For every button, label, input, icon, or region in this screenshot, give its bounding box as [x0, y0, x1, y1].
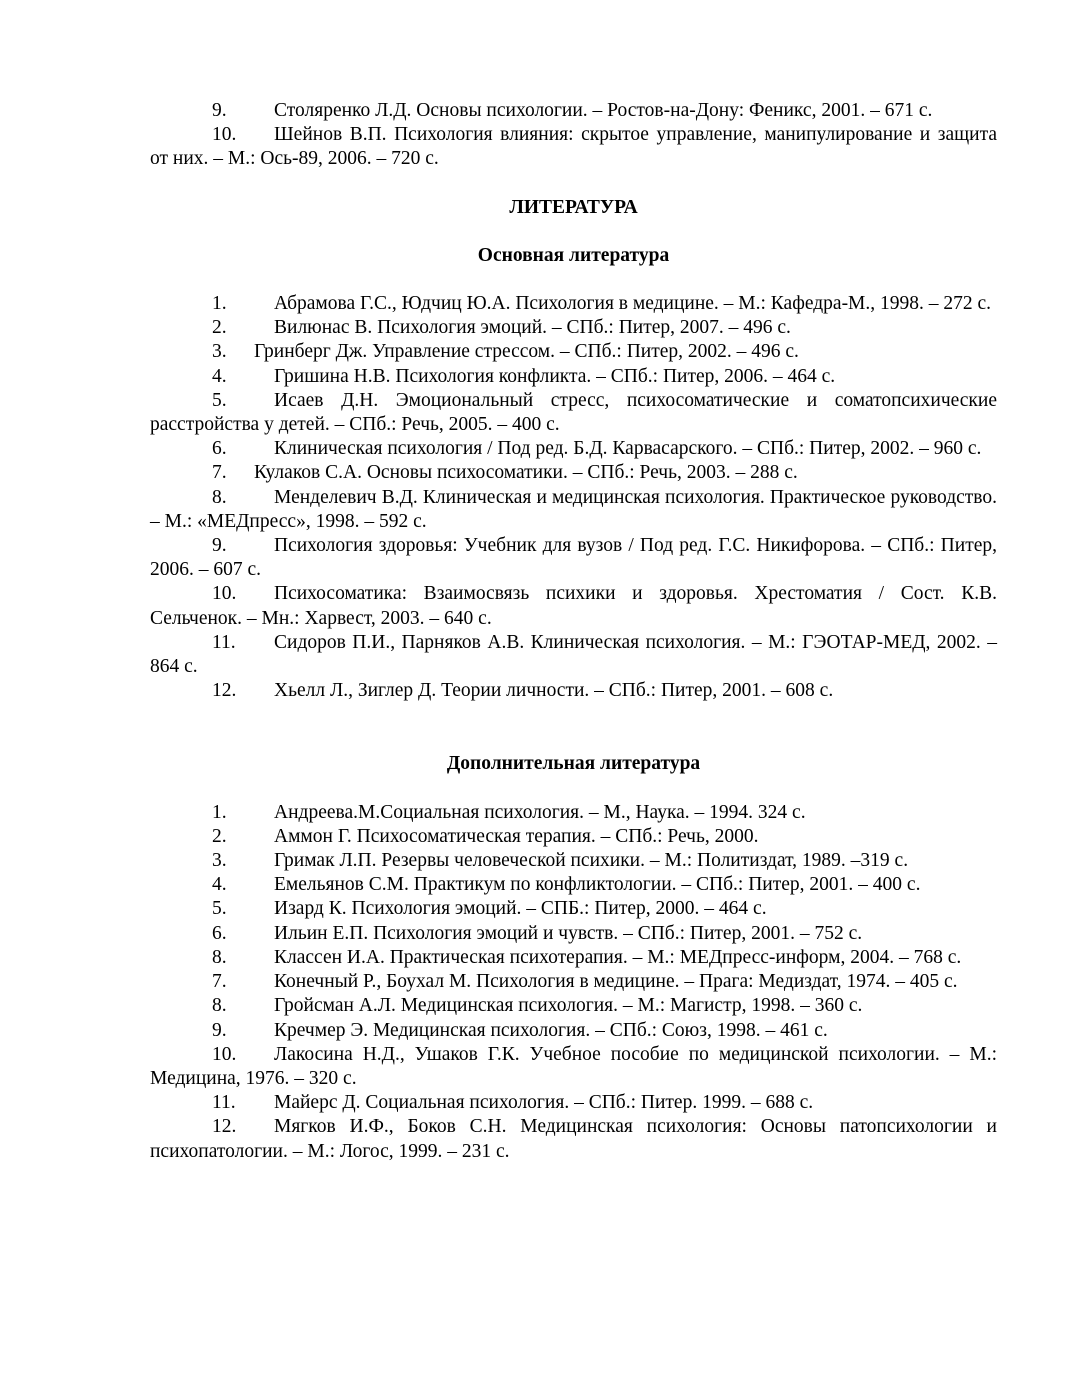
- item-number: 4.: [212, 365, 227, 387]
- item-number: 3.: [212, 850, 227, 872]
- item-text: Вилюнас В. Психология эмоций. – СПб.: Питер, 2007. – 496 с.: [274, 317, 791, 339]
- item-number: 2.: [212, 317, 227, 339]
- list-item: [150, 316, 997, 340]
- list-item: [150, 873, 997, 897]
- list-item: [150, 292, 997, 316]
- item-text: Психосоматика: Взаимосвязь психики и здоровья. Хрестоматия / Сост. К.В. Сельченок. – Мн.: Харвест, 2003. – 640 с.: [150, 583, 997, 629]
- main-literature-list: [150, 292, 997, 703]
- main-literature-heading: Основная литература: [477, 244, 670, 266]
- item-text: Хьелл Л., Зиглер Д. Теории личности. – СПб.: Питер, 2001. – 608 с.: [274, 680, 834, 702]
- item-text: Мягков И.Ф., Боков С.Н. Медицинская психология: Основы патопсихологии и психопатологии. – М.: Логос, 1999. – 231 с.: [150, 1116, 997, 1162]
- item-number: 3.: [212, 341, 227, 363]
- item-number: 10.: [212, 1043, 237, 1065]
- item-text: Шейнов В.П. Психология влияния: скрытое управление, манипулирование и защита от них. – М.: Ось-89, 2006. – 720 с.: [150, 124, 997, 170]
- list-item: [150, 486, 997, 534]
- list-item: [150, 437, 997, 461]
- list-item: [150, 99, 997, 123]
- item-number: 9.: [212, 535, 227, 557]
- additional-literature-list: [150, 801, 997, 1164]
- item-text: Изард К. Психология эмоций. – СПБ.: Питер, 2000. – 464 с.: [274, 898, 767, 920]
- list-item: [150, 970, 997, 994]
- item-text: Гринберг Дж. Управление стрессом. – СПб.: Питер, 2002. – 496 с.: [254, 341, 799, 363]
- item-number: 8.: [212, 946, 227, 968]
- item-number: 10.: [212, 583, 237, 605]
- list-item: [150, 801, 997, 825]
- item-number: 12.: [212, 1116, 237, 1138]
- item-text: Психология здоровья: Учебник для вузов / Под ред. Г.С. Никифорова. – СПб.: Питер, 2006. – 607 с.: [150, 535, 997, 581]
- list-item: [150, 1019, 997, 1043]
- item-text: Исаев Д.Н. Эмоциональный стресс, психосоматические и соматопсихические расстройства у детей. – СПб.: Речь, 2005. – 400 с.: [150, 389, 997, 436]
- item-number: 2.: [212, 825, 227, 847]
- item-text: Аммон Г. Психосоматическая терапия. – СПб.: Речь, 2000.: [274, 825, 759, 847]
- item-number: 8.: [212, 995, 227, 1017]
- list-item: [150, 582, 997, 630]
- item-number: 5.: [212, 898, 227, 920]
- item-number: 5.: [212, 389, 227, 411]
- item-number: 11.: [212, 631, 236, 653]
- item-text: Гройсман А.Л. Медицинская психология. – М.: Магистр, 1998. – 360 с.: [274, 995, 863, 1017]
- item-text: Абрамова Г.С., Юдчиц Ю.А. Психология в медицине. – М.: Кафедра-М., 1998. – 272 с.: [274, 293, 992, 315]
- item-number: 7.: [212, 971, 227, 993]
- item-text: Столяренко Л.Д. Основы психологии. – Ростов-на-Дону: Феникс, 2001. – 671 с.: [274, 100, 933, 121]
- list-item: [150, 1043, 997, 1091]
- item-number: 4.: [212, 874, 227, 896]
- list-item: [150, 922, 997, 946]
- item-number: 9.: [212, 100, 227, 121]
- item-number: 1.: [212, 293, 227, 315]
- list-item: [150, 340, 997, 364]
- list-item: [150, 897, 997, 921]
- list-item: [150, 365, 997, 389]
- item-number: 7.: [212, 462, 227, 484]
- item-number: 6.: [212, 922, 227, 944]
- list-item: [150, 825, 997, 849]
- item-text: Андреева.М.Социальная психология. – М., Наука. – 1994. 324 с.: [274, 801, 806, 823]
- list-item: [150, 123, 997, 171]
- item-text: Кулаков С.А. Основы психосоматики. – СПб.: Речь, 2003. – 288 с.: [254, 462, 798, 484]
- document-page: [150, 99, 997, 1164]
- list-item: [150, 946, 997, 970]
- item-text: Клиническая психология / Под ред. Б.Д. Карвасарского. – СПб.: Питер, 2002. – 960 с.: [274, 438, 982, 460]
- item-number: 12.: [212, 680, 237, 702]
- item-number: 11.: [212, 1092, 236, 1114]
- list-item: [150, 461, 997, 485]
- item-number: 6.: [212, 438, 227, 460]
- item-text: Гримак Л.П. Резервы человеческой психики. – М.: Политиздат, 1989. –319 с.: [274, 850, 909, 872]
- item-number: 10.: [212, 124, 237, 146]
- item-number: 8.: [212, 486, 227, 508]
- item-text: Кречмер Э. Медицинская психология. – СПб.: Союз, 1998. – 461 с.: [274, 1019, 828, 1041]
- top-list: [150, 99, 997, 172]
- list-item: [150, 534, 997, 582]
- list-item: [150, 849, 997, 873]
- item-number: 1.: [212, 801, 227, 823]
- list-item: [150, 679, 997, 703]
- list-item: [150, 994, 997, 1018]
- item-text: Менделевич В.Д. Клиническая и медицинская психология. Практическое руководство. – М.: «МЕДпресс», 1998. – 592 с.: [150, 486, 997, 532]
- item-text: Емельянов С.М. Практикум по конфликтологии. – СПб.: Питер, 2001. – 400 с.: [274, 874, 921, 896]
- item-number: 9.: [212, 1019, 227, 1041]
- item-text: Лакосина Н.Д., Ушаков Г.К. Учебное пособие по медицинской психологии. – М.: Медицина, 1976. – 320 с.: [150, 1043, 997, 1089]
- item-text: Классен И.А. Практическая психотерапия. – М.: МЕДпресс-информ, 2004. – 768 с.: [274, 946, 962, 968]
- item-text: Ильин Е.П. Психология эмоций и чувств. – СПб.: Питер, 2001. – 752 с.: [274, 922, 863, 944]
- list-item: [150, 631, 997, 679]
- item-text: Майерс Д. Социальная психология. – СПб.: Питер. 1999. – 688 с.: [274, 1092, 814, 1114]
- item-text: Гришина Н.В. Психология конфликта. – СПб.: Питер, 2006. – 464 с.: [274, 365, 836, 387]
- page-title: ЛИТЕРАТУРА: [509, 196, 638, 218]
- list-item: [150, 1091, 997, 1115]
- list-item: [150, 389, 997, 437]
- list-item: [150, 1115, 997, 1163]
- item-text: Конечный Р., Боухал М. Психология в медицине. – Прага: Медиздат, 1974. – 405 с.: [274, 971, 958, 993]
- additional-literature-heading: Дополнительная литература: [446, 753, 701, 775]
- item-text: Сидоров П.И., Парняков А.В. Клиническая психология. – М.: ГЭОТАР-МЕД, 2002. – 864 с.: [150, 631, 997, 678]
